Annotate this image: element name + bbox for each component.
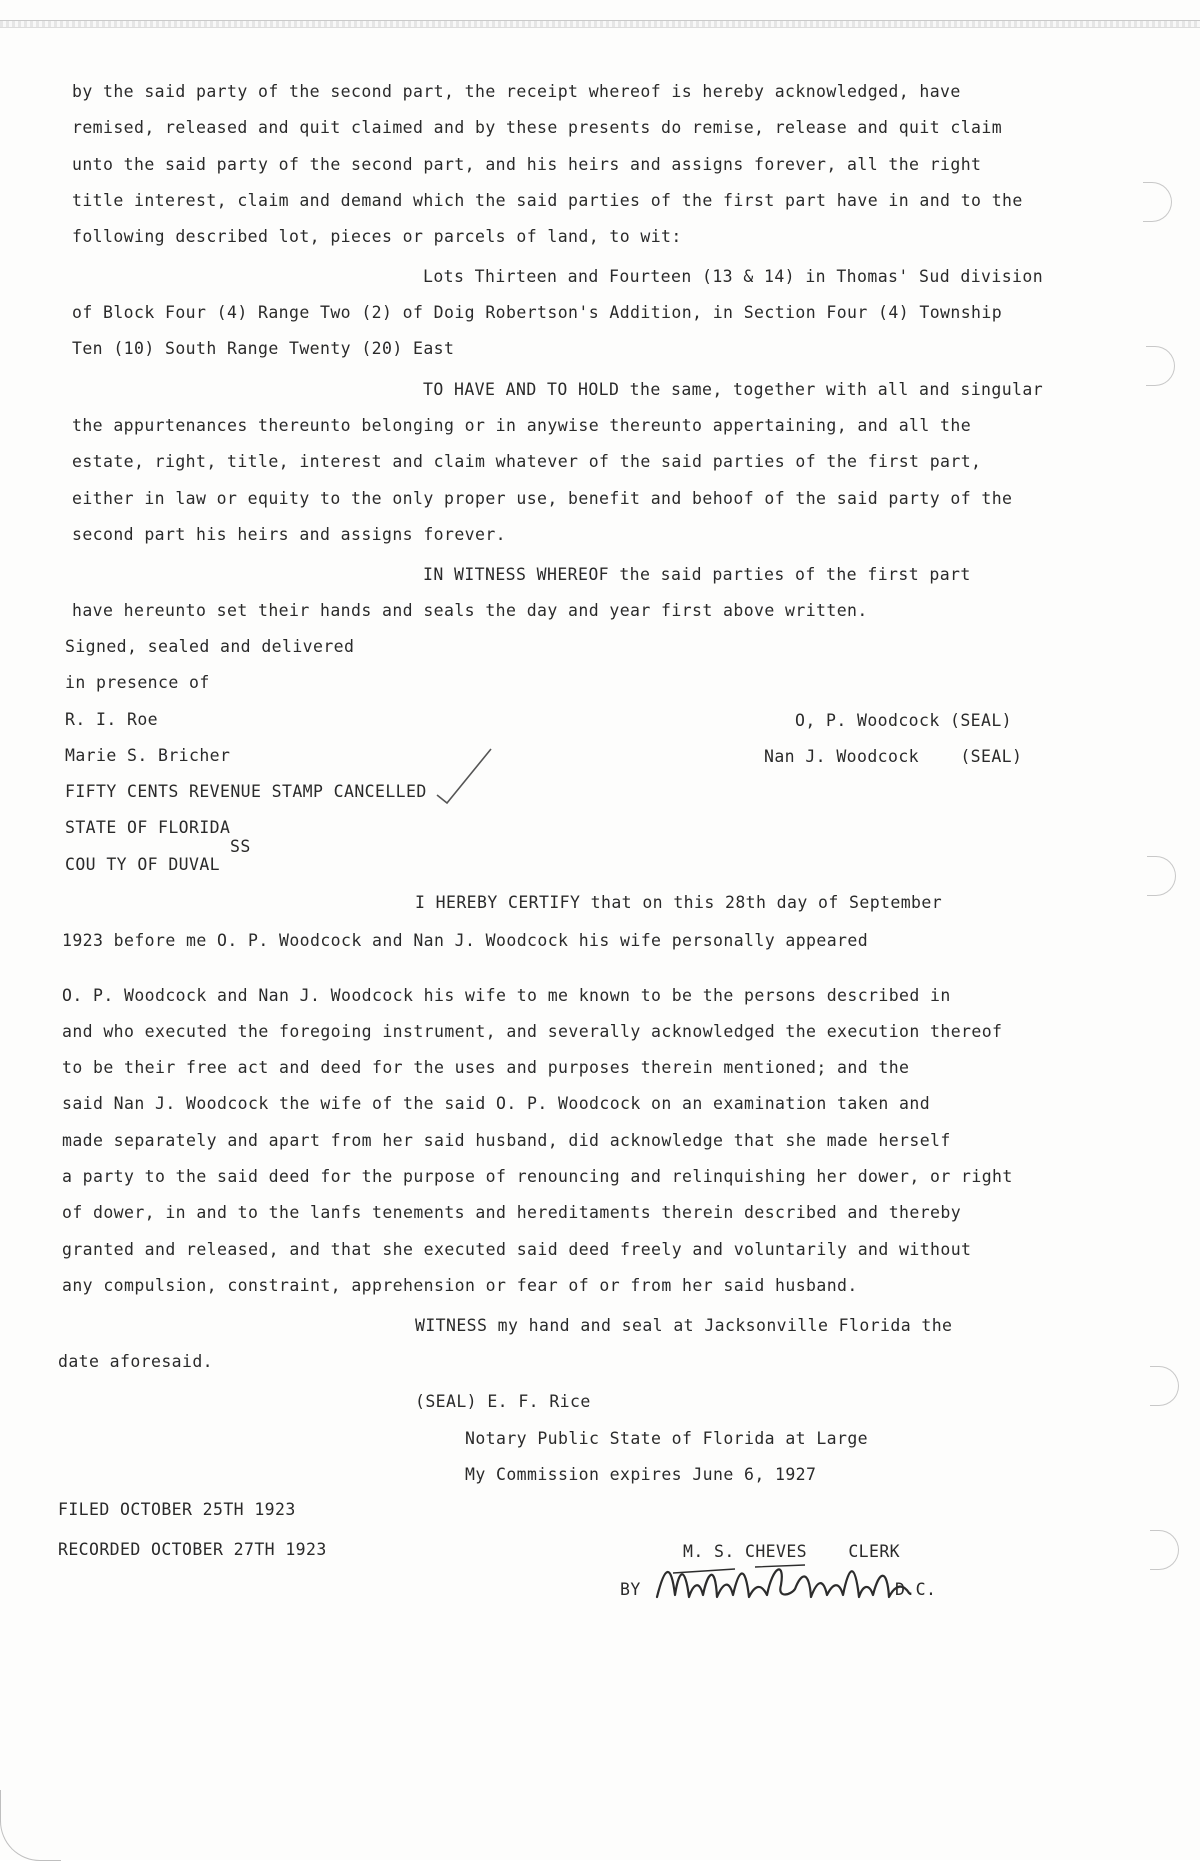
deed-line: Ten (10) South Range Twenty (20) East	[72, 339, 455, 358]
deed-line: TO HAVE AND TO HOLD the same, together with all and singular	[423, 380, 1044, 399]
deed-line: have hereunto set their hands and seals the day and year first above written.	[72, 601, 868, 620]
deed-line: of Block Four (4) Range Two (2) of Doig Robertson's Addition, in Section Four (4) Township	[72, 303, 1003, 322]
deed-line: unto the said party of the second part, and his heirs and assigns forever, all the right	[72, 155, 982, 174]
ack-line: I HEREBY CERTIFY that on this 28th day of September	[415, 893, 943, 912]
notary-commission: My Commission expires June 6, 1927	[465, 1465, 817, 1484]
page-edge-curve	[0, 1790, 61, 1861]
binding-hole	[1150, 1530, 1179, 1570]
checkmark-icon	[435, 745, 495, 807]
deed-line: second part his heirs and assigns forever.	[72, 525, 507, 544]
revenue-stamp-note: FIFTY CENTS REVENUE STAMP CANCELLED	[65, 782, 427, 801]
grantor-signature: Nan J. Woodcock (SEAL)	[764, 747, 1023, 766]
by-label: BY	[620, 1580, 641, 1599]
deed-line: either in law or equity to the only proper use, benefit and behoof of the said party of the	[72, 489, 1013, 508]
ack-line: a party to the said deed for the purpose of renouncing and relinquishing her dower, or right	[62, 1167, 1013, 1186]
grantor-signature: O, P. Woodcock (SEAL)	[795, 711, 1013, 730]
deed-line: estate, right, title, interest and claim whatever of the said parties of the first part,	[72, 452, 982, 471]
ack-line: granted and released, and that she executed said deed freely and voluntarily and without	[62, 1240, 972, 1259]
binding-hole	[1143, 182, 1172, 222]
filed-date: FILED OCTOBER 25TH 1923	[58, 1500, 296, 1519]
deed-line: Lots Thirteen and Fourteen (13 & 14) in Thomas' Sud division	[423, 267, 1044, 286]
deed-line: following described lot, pieces or parcels of land, to wit:	[72, 227, 682, 246]
ack-line: to be their free act and deed for the uses and purposes therein mentioned; and the	[62, 1058, 910, 1077]
clerk-name: M. S. CHEVES CLERK	[683, 1542, 901, 1561]
page-top-border	[0, 20, 1200, 28]
ack-line: said Nan J. Woodcock the wife of the said O. P. Woodcock on an examination taken and	[62, 1094, 931, 1113]
presence-text: in presence of	[65, 673, 210, 692]
witness-name: R. I. Roe	[65, 710, 159, 729]
witness-name: Marie S. Bricher	[65, 746, 231, 765]
ack-line: of dower, in and to the lanfs tenements and hereditaments therein described and thereby	[62, 1203, 962, 1222]
deed-line: title interest, claim and demand which the said parties of the first part have in and to the	[72, 191, 1023, 210]
deputy-clerk-abbrev: D.C.	[895, 1580, 937, 1599]
ack-line: any compulsion, constraint, apprehension or fear of or from her said husband.	[62, 1276, 858, 1295]
notary-name: (SEAL) E. F. Rice	[415, 1392, 591, 1411]
deed-line: by the said party of the second part, the receipt whereof is hereby acknowledged, have	[72, 82, 961, 101]
recorded-date: RECORDED OCTOBER 27TH 1923	[58, 1540, 327, 1559]
ack-line: 1923 before me O. P. Woodcock and Nan J. Woodcock his wife personally appeared	[62, 931, 869, 950]
ack-line: date aforesaid.	[58, 1352, 214, 1371]
deed-line: the appurtenances thereunto belonging or in anywise thereunto appertaining, and all the	[72, 416, 972, 435]
signed-sealed-text: Signed, sealed and delivered	[65, 637, 355, 656]
binding-hole	[1146, 346, 1175, 386]
ack-line: made separately and apart from her said husband, did acknowledge that she made herself	[62, 1131, 951, 1150]
venue-ss: SS	[230, 837, 251, 856]
notary-title: Notary Public State of Florida at Large	[465, 1429, 869, 1448]
deed-line: remised, released and quit claimed and by these presents do remise, release and quit claim	[72, 118, 1003, 137]
deed-line: IN WITNESS WHEREOF the said parties of the first part	[423, 565, 971, 584]
ack-line: and who executed the foregoing instrument, and severally acknowledged the execution thereof	[62, 1022, 1003, 1041]
binding-hole	[1147, 856, 1176, 896]
binding-hole	[1150, 1366, 1179, 1406]
ack-line: WITNESS my hand and seal at Jacksonville Florida the	[415, 1316, 953, 1335]
venue-county: COU TY OF DUVAL	[65, 855, 221, 874]
venue-state: STATE OF FLORIDA	[65, 818, 231, 837]
ack-line: O. P. Woodcock and Nan J. Woodcock his wife to me known to be the persons described in	[62, 986, 951, 1005]
